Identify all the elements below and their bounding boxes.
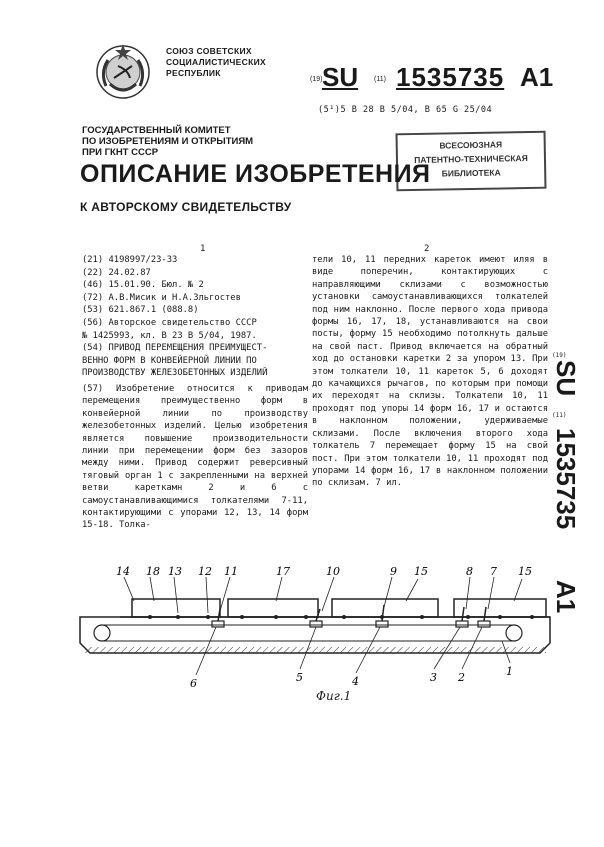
label-8: 8	[466, 565, 473, 578]
org-line: РЕСПУБЛИК	[166, 68, 221, 78]
label-2: 2	[458, 671, 465, 684]
label-15b: 15	[518, 565, 532, 578]
country-code: SU	[322, 62, 359, 92]
pusher-8	[462, 607, 464, 621]
stamp-line: ПАТЕНТНО-ТЕХНИЧЕСКАЯ	[414, 153, 528, 165]
carriage-3	[456, 621, 468, 627]
patent-number-block	[310, 62, 560, 92]
leader-lines	[124, 577, 522, 675]
stamp-line: ВСЕСОЮЗНАЯ	[439, 139, 503, 151]
label-18: 18	[146, 565, 160, 578]
ussr-emblem-icon	[92, 40, 154, 102]
sprocket-right	[506, 625, 522, 641]
biblio-line: (72) А.В.Мисик и Н.А.Зльгостев	[82, 292, 241, 303]
column-number: 1	[200, 244, 206, 254]
biblio-line: (56) Авторское свидетельство СССР	[82, 317, 257, 328]
abstract-text: (57) Изобретение относится к приводам перемещения преимущественно форм в конвейерной линии по производству железобетонных изделий. Целью изобретения является повышение производительности линии при перемещении форм без зазоров между ними. Привод содержит реверсивный тяговый орган 1 с закрепленными на верхней ветви кареткамн 2 и 6 с самоустанавливающимися толкателями 7-11, контактирующими с упорами 12, 13, 14 форм 15-18. Толка-	[82, 384, 308, 531]
figure-1-drawing	[70, 555, 560, 715]
patent-number: 1535735	[396, 62, 505, 92]
label-11: 11	[224, 565, 238, 578]
margin-kind: A1	[551, 580, 581, 614]
margin-country: SU	[551, 360, 581, 397]
carriage-5	[310, 621, 322, 627]
label-12: 12	[198, 565, 212, 578]
label-17: 17	[276, 565, 290, 578]
carriage-6	[212, 621, 224, 627]
carriage-2	[478, 621, 490, 627]
label-5: 5	[296, 671, 303, 684]
label-6: 6	[190, 677, 197, 690]
biblio-line: ВЕННО ФОРМ В КОНВЕЙЕРНОЙ ЛИНИИ ПО	[82, 355, 257, 366]
column-2-text: тели 10, 11 передних кареток имеют иляя в виде поперечин, контактирующих с направляющими склизами с возможностью установки самоустанавливающихся толкателей под ним наклонно. После первого хода привода формы 16, 17, 18, устанавливаются на свои посты, форму 15 необходимо потолкнуть дальше на свой паст. Привод включается на обратный ход до остановки каретки 2 за упором 13. При этом толкатели 10, 11 кареток 5, 6 доходят до качающихся рычагов, по которым при помощи их переходят на склизы. Толкатели 10, 11 проходят под упоры 14 форм 16, 17 и остаются в наклонном положении, удерживаемые склизами. После включения второго хода толкатель 7 перемещает форму 15 на свой пост. При этом толкатели 10, 11 проходят под упорами 14 форм 16, 17 в наклонном положении по склизам. 7 ил.	[312, 255, 548, 489]
label-13: 13	[168, 565, 182, 578]
code-19: (19)	[310, 76, 323, 83]
biblio-line: ПРОИЗВОДСТВУ ЖЕЛЕЗОБЕТОННЫХ ИЗДЕЛИЙ	[82, 368, 268, 379]
biblio-line: (46) 15.01.90. Бюл. № 2	[82, 280, 204, 291]
biblio-line: (54) ПРИВОД ПЕРЕМЕЩЕНИЯ ПРЕИМУЩЕСТ-	[82, 343, 268, 354]
label-9: 9	[390, 565, 397, 578]
label-14: 14	[116, 565, 130, 578]
margin-number: 1535735	[551, 428, 581, 530]
biblio-line: (22) 24.02.87	[82, 267, 151, 278]
stamp-line: БИБЛИОТЕКА	[441, 167, 501, 179]
column-number: 2	[424, 244, 430, 254]
label-1: 1	[506, 665, 513, 678]
label-7: 7	[490, 565, 497, 578]
document-subtitle: К АВТОРСКОМУ СВИДЕТЕЛЬСТВУ	[80, 200, 292, 214]
state-committee	[82, 125, 253, 158]
form-17	[228, 599, 318, 617]
patent-kind: A1	[520, 62, 554, 92]
committee-line: ГОСУДАРСТВЕННЫЙ КОМИТЕТ	[82, 125, 231, 136]
org-line: СОЦИАЛИСТИЧЕСКИХ	[166, 57, 266, 67]
biblio-line: (21) 4198997/23-33	[82, 255, 178, 265]
label-3: 3	[430, 671, 437, 684]
bibliographic-data	[82, 254, 267, 380]
figure-caption: Фиг.1	[316, 689, 352, 703]
committee-line: ПРИ ГКНТ СССР	[82, 147, 159, 158]
ipc-classification: (5¹)5 В 28 В 5/04, В 65 G 25/04	[318, 105, 493, 115]
form-18	[132, 599, 220, 617]
document-title: ОПИСАНИЕ ИЗОБРЕТЕНИЯ	[80, 160, 431, 188]
pusher-7	[484, 607, 486, 621]
sprocket-left	[94, 625, 110, 641]
base-hatch	[84, 647, 546, 653]
committee-line: ПО ИЗОБРЕТЕНИЯМ И ОТКРЫТИЯМ	[82, 136, 254, 147]
organization-name	[166, 46, 266, 79]
carriage-4	[376, 621, 388, 627]
label-15: 15	[414, 565, 428, 578]
label-4: 4	[352, 675, 359, 688]
label-10: 10	[326, 565, 340, 578]
pusher-9	[382, 605, 384, 621]
org-line: СОЮЗ СОВЕТСКИХ	[166, 46, 252, 56]
margin-code-19: (19)	[552, 352, 567, 359]
biblio-line: (53) 621.867.1 (088.8)	[82, 305, 199, 316]
form-15	[454, 599, 546, 617]
code-11: (11)	[374, 76, 386, 83]
margin-code-11: (11)	[552, 412, 567, 419]
biblio-line: № 1425993, кл. В 23 В 5/04, 1987.	[82, 330, 257, 341]
